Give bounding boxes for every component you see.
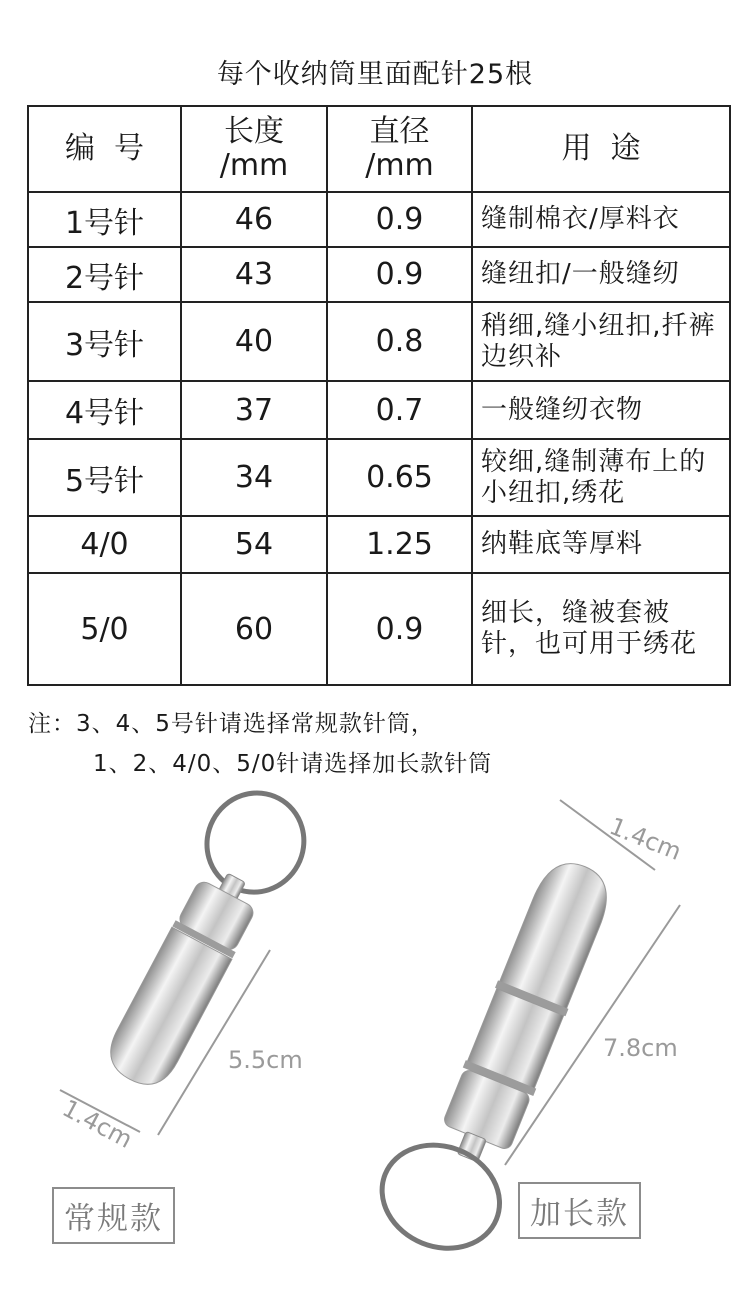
- needle-spec-table: [27, 105, 731, 686]
- cell-diameter: 1.25: [327, 516, 472, 573]
- cell-number: 5号针: [28, 439, 181, 516]
- cell-diameter: 0.8: [327, 302, 472, 381]
- table-row: [28, 247, 730, 302]
- long-width-label: 1.4cm: [605, 812, 686, 866]
- cell-length: 43: [181, 247, 327, 302]
- regular-width-label: 1.4cm: [57, 1094, 137, 1154]
- cell-length: 34: [181, 439, 327, 516]
- cell-diameter: 0.9: [327, 247, 472, 302]
- header-number: 编 号: [28, 106, 181, 192]
- regular-model-label: 常规款: [52, 1187, 175, 1244]
- header-length-line1: 长度: [224, 114, 284, 149]
- table-row: [28, 516, 730, 573]
- tube-top: [499, 853, 618, 1010]
- table-row: [28, 573, 730, 685]
- cell-number: 5/0: [28, 573, 181, 685]
- key-ring-icon: [366, 1128, 515, 1266]
- long-length-label: 7.8cm: [603, 1034, 678, 1062]
- note-line-1: 注：3、4、5号针请选择常规款针筒，: [28, 711, 435, 737]
- table-header-row: [28, 106, 730, 192]
- cell-length: 46: [181, 192, 327, 247]
- cell-usage: 一般缝纫衣物: [472, 381, 730, 439]
- page-title: 每个收纳筒里面配针25根: [216, 59, 534, 90]
- cell-usage: 稍细,缝小纽扣,扦裤边织补: [472, 302, 730, 381]
- cell-number: 4/0: [28, 516, 181, 573]
- regular-length-label: 5.5cm: [228, 1046, 303, 1074]
- cell-number: 3号针: [28, 302, 181, 381]
- cell-length: 40: [181, 302, 327, 381]
- note-line-2: 1、2、4/0、5/0针请选择加长款针筒: [93, 751, 493, 777]
- cell-usage: 纳鞋底等厚料: [472, 516, 730, 573]
- cell-diameter: 0.65: [327, 439, 472, 516]
- table-row: [28, 302, 730, 381]
- cell-number: 4号针: [28, 381, 181, 439]
- cell-usage: 较细,缝制薄布上的小纽扣,绣花: [472, 439, 730, 516]
- cell-usage: 缝纽扣/一般缝纫: [472, 247, 730, 302]
- cell-length: 54: [181, 516, 327, 573]
- cell-length: 37: [181, 381, 327, 439]
- header-length-line2: /mm: [219, 148, 289, 183]
- table-row: [28, 192, 730, 247]
- cell-usage: 缝制棉衣/厚料衣: [472, 192, 730, 247]
- tube-body: [100, 927, 232, 1095]
- cell-number: 1号针: [28, 192, 181, 247]
- cell-number: 2号针: [28, 247, 181, 302]
- header-length: [181, 106, 327, 192]
- header-diameter-line2: /mm: [365, 148, 434, 183]
- cell-length: 60: [181, 573, 327, 685]
- cell-diameter: 0.9: [327, 192, 472, 247]
- header-usage: 用 途: [472, 106, 730, 192]
- table-row: [28, 381, 730, 439]
- cell-diameter: 0.7: [327, 381, 472, 439]
- table-row: [28, 439, 730, 516]
- long-model-label: 加长款: [518, 1182, 641, 1239]
- cell-usage: 细长，缝被套被针，也可用于绣花: [472, 573, 730, 685]
- header-diameter: [327, 106, 472, 192]
- header-diameter-line1: 直径: [369, 114, 430, 149]
- cell-diameter: 0.9: [327, 573, 472, 685]
